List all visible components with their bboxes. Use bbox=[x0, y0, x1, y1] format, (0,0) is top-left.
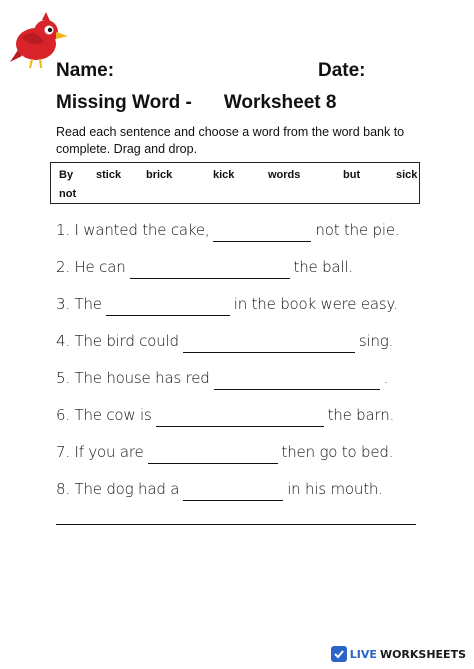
sentence-text-after: . bbox=[383, 369, 389, 387]
sentence-row bbox=[56, 477, 383, 501]
answer-blank[interactable] bbox=[214, 371, 380, 390]
word-bank-word[interactable]: words bbox=[268, 169, 301, 181]
answer-blank[interactable] bbox=[106, 297, 230, 316]
worksheet-title bbox=[56, 92, 336, 114]
title-main: Missing Word - bbox=[56, 92, 192, 113]
sentence-text-before: 8. The dog had a bbox=[56, 480, 180, 498]
instructions-text: Read each sentence and choose a word from the word bank to complete. Drag and drop. bbox=[56, 125, 405, 156]
word-bank-word[interactable]: stick bbox=[96, 169, 122, 181]
liveworksheets-logo bbox=[331, 643, 466, 665]
name-label: Name: bbox=[56, 60, 115, 81]
sentence-row bbox=[56, 440, 393, 464]
sentence-text-after: then go to bed. bbox=[281, 443, 394, 461]
word-bank-word[interactable]: not bbox=[59, 188, 77, 200]
answer-blank[interactable] bbox=[183, 334, 355, 353]
sentence-text-after: the ball. bbox=[293, 258, 353, 276]
logo-text-live: LIVE bbox=[349, 647, 377, 661]
answer-blank[interactable] bbox=[213, 223, 311, 242]
sentence-text-after: sing. bbox=[358, 332, 394, 350]
sentence-row bbox=[56, 292, 398, 316]
sentence-text-after: the barn. bbox=[327, 406, 395, 424]
word-bank-word[interactable]: kick bbox=[213, 169, 235, 181]
logo-text-worksheets: WORKSHEETS bbox=[379, 647, 466, 661]
sentence-text-before: 5. The house has red bbox=[56, 369, 210, 387]
sentence-text-before: 1. I wanted the cake, bbox=[56, 221, 210, 239]
word-bank-word[interactable]: but bbox=[343, 169, 361, 181]
answer-blank[interactable] bbox=[130, 260, 290, 279]
answer-blank[interactable] bbox=[156, 408, 324, 427]
word-bank bbox=[50, 162, 420, 204]
word-bank-word[interactable]: By bbox=[59, 169, 74, 181]
sentence-text-before: 2. He can bbox=[56, 258, 126, 276]
divider-line bbox=[56, 524, 416, 525]
answer-blank[interactable] bbox=[183, 482, 283, 501]
title-worksheet-number: Worksheet 8 bbox=[223, 92, 337, 113]
sentence-row bbox=[56, 366, 388, 390]
answer-blank[interactable] bbox=[148, 445, 278, 464]
sentence-row bbox=[56, 329, 393, 353]
sentence-row bbox=[56, 255, 353, 279]
sentence-row bbox=[56, 403, 394, 427]
word-bank-word[interactable]: brick bbox=[146, 169, 173, 181]
sentence-text-after: in the book were easy. bbox=[233, 295, 398, 313]
sentence-text-before: 3. The bbox=[56, 295, 102, 313]
sentence-text-before: 4. The bird could bbox=[56, 332, 179, 350]
date-label: Date: bbox=[318, 60, 366, 81]
word-bank-word[interactable]: sick bbox=[396, 169, 418, 181]
logo-box-icon bbox=[331, 646, 347, 662]
sentence-text-before: 7. If you are bbox=[56, 443, 144, 461]
sentence-text-after: not the pie. bbox=[315, 221, 400, 239]
sentence-text-before: 6. The cow is bbox=[56, 406, 152, 424]
sentence-row bbox=[56, 218, 399, 242]
sentence-text-after: in his mouth. bbox=[287, 480, 383, 498]
